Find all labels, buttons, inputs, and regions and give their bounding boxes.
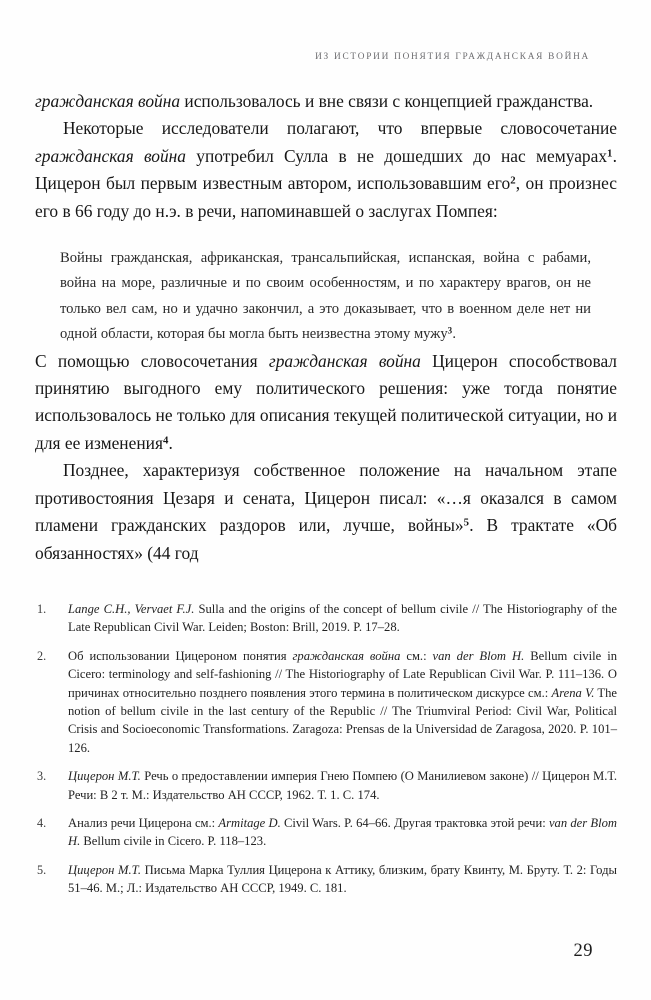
footnote-author: van der Blom H. (432, 649, 525, 664)
paragraph-3 (35, 348, 617, 458)
footnote-text: The notion of bellum civile in the last century of the Republic // The Triumviral Period: Civil War, Political Crisis and Socioeconomic Transformations. Zaragoza: Prensas de la Universidad de Zaragosa, 2020. P. 101–126. (68, 685, 617, 755)
block-quote-cicero (60, 246, 591, 348)
paragraph-text: использовалось и вне связи с концепцией гражданства. (180, 91, 594, 111)
footnote-marker-1[interactable]: 1 (607, 147, 613, 160)
footnote-text: Sulla and the origins of the concept of bellum civile // The Historiography of the Late Republican Civil War. Leiden; Boston: Brill, 2019. P. 17–28. (68, 602, 617, 635)
paragraph-continuation (35, 88, 617, 115)
footnote-author: Armitage D. (218, 815, 281, 830)
page-number: 29 (573, 941, 593, 961)
footnote-text: Речь о предоставлении империя Гнею Помпею (О Манилиевом законе) // Цицерон М.Т. Речи: В 2 т. М.: Издательство АН СССР, 1962. Т. 1. С. 174. (68, 769, 617, 802)
paragraph-text: . (168, 432, 173, 453)
quote-terminal-punctuation: . (452, 326, 457, 343)
paragraph-text: С помощью словосочетания (35, 350, 269, 371)
emphasis-grazhdanskaya-voyna: гражданская война (35, 145, 186, 166)
running-header: ИЗ ИСТОРИИ ПОНЯТИЯ ГРАЖДАНСКАЯ ВОЙНА (315, 52, 590, 62)
footnote-text: Bellum civile in Cicero. P. 118–123. (80, 834, 267, 849)
footnote-number: 4. (37, 815, 47, 830)
footnote-body (68, 647, 617, 757)
paragraph-text: Цицерон способствовал принятию выгодного ему политического решения: уже тогда понятие использовалось не только для описания текущей политической ситуации, но и для ее изменения (35, 350, 617, 453)
footnote-text: Bellum civile in Cicero: terminology and self-fashioning // The Historiography of Late Republican Civil War. P. 111–136. О причинах относительно позднего появления этого термина в политическом дискурсе см.: (68, 649, 617, 700)
paragraph-4 (35, 457, 617, 567)
footnote-marker-2[interactable]: 2 (510, 174, 516, 187)
footnote-number: 2. (37, 649, 47, 664)
footnote-author: Arena V. (551, 685, 595, 700)
footnote-number: 5. (37, 862, 47, 877)
paragraph-text: употребил Сулла в не дошедших до нас мемуарах (185, 145, 608, 166)
footnote-author: Цицерон М.Т. (68, 769, 141, 784)
paragraph-2 (35, 115, 617, 225)
footnote-text: Письма Марка Туллия Цицерона к Аттику, близким, брату Квинту, М. Бруту. Т. 2: Годы 51–46. М.; Л.: Издательство АН СССР, 1949. С. 181. (68, 862, 617, 895)
footnote-1 (35, 600, 617, 637)
footnote-number: 1. (37, 602, 47, 616)
footnote-number: 3. (37, 769, 47, 784)
footnotes-section (35, 600, 617, 907)
footnote-author: Lange C.H., Vervaet F.J. (68, 602, 195, 616)
footnote-5 (35, 861, 617, 898)
paragraph-text: Некоторые исследователи полагают, что впервые словосочетание (63, 118, 617, 139)
emphasis-grazhdanskaya-voyna: гражданская война (35, 91, 181, 111)
quote-text (60, 246, 591, 348)
paragraph-text: Позднее, характеризуя собственное положение на начальном этапе противостояния Цезаря и сената, Цицерон писал: «…я оказался в самом пламени гражданских раздоров или, лучше, войны» (35, 460, 617, 536)
footnote-body (68, 600, 617, 637)
footnote-body (68, 861, 617, 898)
body-text-column (35, 88, 617, 567)
footnote-3 (35, 767, 617, 804)
emphasis-grazhdanskaya-voyna: гражданская война (268, 350, 421, 371)
footnote-text: Civil Wars. P. 64–66. Другая трактовка этой речи: (280, 815, 549, 830)
footnote-marker-5[interactable]: 5 (463, 516, 470, 529)
footnote-term: гражданская война (292, 649, 401, 664)
footnote-marker-3[interactable]: 3 (447, 325, 453, 336)
footnote-marker-4[interactable]: 4 (162, 434, 169, 447)
footnote-text: Анализ речи Цицерона см.: (68, 815, 219, 830)
footnote-text: Об использовании Цицероном понятия (68, 649, 293, 664)
paragraph-text: , он произнес его в 66 году до н.э. в речи, напоминавшей о заслугах Помпея: (35, 173, 617, 221)
footnote-body (68, 814, 617, 851)
footnote-body (68, 767, 617, 804)
footnote-author: van der Blom H. (68, 815, 617, 849)
footnote-2 (35, 647, 617, 757)
paragraph-text: . Цицерон был первым известным автором, использовавшим его (35, 145, 617, 194)
paragraph-text: . В трактате «Об обязанностях» (44 год (35, 515, 617, 563)
footnote-author: Цицерон М.Т. (68, 862, 142, 877)
footnote-text: см.: (400, 649, 433, 664)
quote-body: Войны гражданская, африканская, трансальпийская, испанская, война с рабами, война на море, различные и по своим особенностям, и по характеру врагов, он не только вел сам, но и удачно закончил, а это доказывает, что в военном деле нет ни одной области, которая бы могла быть неизвестна этому мужу (60, 250, 591, 343)
footnote-4 (35, 814, 617, 851)
